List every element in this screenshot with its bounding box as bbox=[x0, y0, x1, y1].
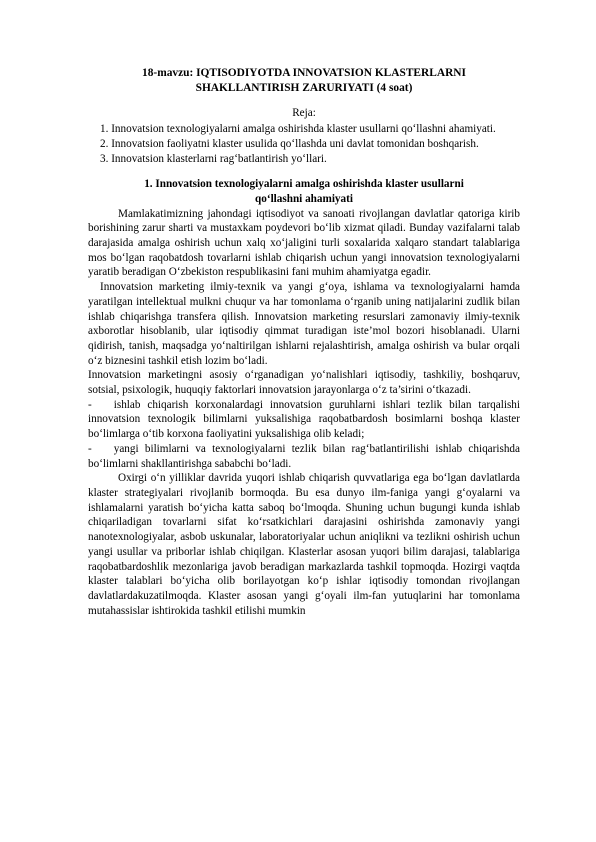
title-line-2: SHAKLLANTIRISH ZARURIYATI (4 soat) bbox=[195, 81, 413, 94]
document-page bbox=[88, 66, 520, 618]
plan-label: Reja: bbox=[292, 107, 316, 120]
dash-item-text: yangi bilimlarni va texnologiyalarni tezlik bilan rag‘batlantirilishi ishlab chiqarishda bo‘limlarni shakllantirishga sababchi bo‘ladi. bbox=[88, 442, 520, 470]
section-heading-line-1: 1. Innovatsion texnologiyalarni amalga oshirishda klaster usullarni bbox=[144, 178, 464, 191]
section-heading bbox=[88, 177, 520, 206]
section-heading-line-2: qo‘llashni ahamiyati bbox=[255, 192, 353, 205]
dash-marker: - bbox=[88, 442, 92, 455]
plan-item: 2. Innovatsion faoliyatni klaster usulida qo‘llashda uni davlat tomonidan boshqarish. bbox=[100, 137, 479, 150]
paragraph: Oxirgi o‘n yilliklar davrida yuqori ishlab chiqarish quvvatlariga ega bo‘lgan davlatlarda klaster strategiyalari rivojlanib bormoqda. Bu esa dunyo ilm-faniga yangi g‘oyalarni va ishlamalarni yaratish bo‘yicha katta saboq bo‘lmoqda. Shuning uchun bugungi kunda ishlab chiqariladigan tovarlarni sifat ko‘rsatkichlari darajasini oshirishda zamonaviy yangi nanotexnologiyalar, asbob uskunalar, laboratoriyalar uchun aniqlikni va tezlikni oshirish uchun yangi usullar va priborlar ishlab chiqilgan. Klasterlar asosan yuqori bilim darajasi, talablariga raqobatbardoshlik mezonlariga javob beradigan markazlarda tashkil topmoqda. Hozirgi vaqtda klaster talablari bo‘yicha olib borilayotgan ko‘p ishlar iqtisodiy tomondan rivojlangan davlatlardakuzatilmoqda. Klaster asosan yangi g‘oyali ilm-fan yutuqlarini har tomonlama mutahassislar ishtirokida tashkil etilishi mumkin bbox=[88, 472, 520, 617]
paragraph: Innovatsion marketingni asosiy o‘rganadigan yo‘nalishlari iqtisodiy, tashkiliy, boshqaruv, sotsial, psixologik, huquqiy faktorlari innovatsion jarayonlarga o‘z ta’sirini o‘tkazadi. bbox=[88, 369, 520, 397]
paragraph: Mamlakatimizning jahondagi iqtisodiyot va sanoati rivojlangan davlatlar qatoriga kirib borishining zarur sharti va mustaxkam poydevori bo‘lib xizmat qiladi. Bunday vazifalarni talab darajasida amalga oshirish uchun xalq xo‘jaligini turli soxalarida xalqaro standart talablariga mos bo‘lgan raqobatdosh tovarlarni ishlab chiqarish uchun yangi innovatsion texnologiyalarni yaratib beradigan O‘zbekiston respublikasini fani muhim ahamiyatga egadir. bbox=[88, 207, 520, 279]
paragraph: Innovatsion marketing ilmiy-texnik va yangi g‘oya, ishlama va texnologiyalarni hamda yaratilgan intellektual mulkni chuqur va har tomonlama o‘rganib uning natijalarini zudlik bilan ishlab chiqarishga transfera qilish. Innovatsion marketing resurslari zamonaviy ilmiy-texnik axborotlar hisoblanib, ular iqtisodiy qimmat turadigan iste’mol bozori hisoblanadi. Ularni qidirish, tanish, maqsadga yo‘naltirilgan ishlarni rejalashtirish, amalga oshirish va bular orqali o‘z biznesini tashkil etish lozim bo‘ladi. bbox=[88, 281, 520, 367]
title-line-1: 18-mavzu: IQTISODIYOTDA INNOVATSION KLASTERLARNI bbox=[142, 67, 466, 79]
dash-item-text: ishlab chiqarish korxonalardagi innovatsion guruhlarni ishlari tezlik bilan tarqalishi innovatsion texnologik bilimlarni yuksalishiga raqobatbardosh bosimlarni boshqa klaster bo‘limlarga o‘tib korxona faoliyatini yuksalishiga olib keladi; bbox=[88, 398, 520, 441]
document-title bbox=[88, 66, 520, 95]
plan-item: 1. Innovatsion texnologiyalarni amalga oshirishda klaster usullarni qo‘llashni ahamiyati. bbox=[100, 123, 496, 136]
dash-marker: - bbox=[88, 398, 92, 411]
plan-item: 3. Innovatsion klasterlarni rag‘batlantirish yo‘llari. bbox=[100, 152, 327, 165]
dash-list-item bbox=[88, 398, 520, 442]
dash-list-item bbox=[88, 442, 520, 471]
